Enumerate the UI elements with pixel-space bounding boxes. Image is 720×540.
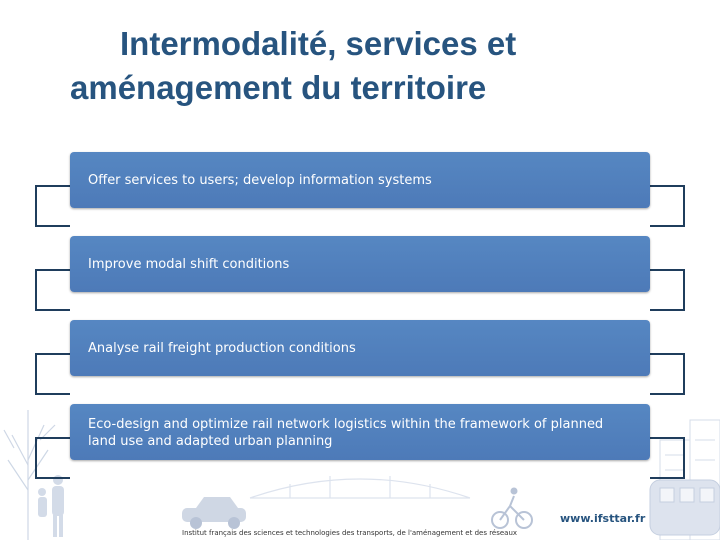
slide-title-line2: aménagement du territoire bbox=[70, 69, 487, 106]
frame-left-1 bbox=[36, 186, 70, 226]
frame-right-2 bbox=[650, 270, 684, 310]
item-label-3: Analyse rail freight production conditions bbox=[88, 340, 356, 356]
item-label-2: Improve modal shift conditions bbox=[88, 256, 290, 272]
item-label-4: Eco-design and optimize rail network logistics within the framework of planned land use and adapted urban planning bbox=[88, 417, 604, 449]
frame-left-2 bbox=[36, 270, 70, 310]
slide-title-line1: Intermodalité, services et bbox=[120, 25, 517, 62]
website-link[interactable]: www.ifsttar.fr bbox=[560, 512, 646, 525]
item-bar-3 bbox=[70, 320, 650, 376]
frame-right-4 bbox=[650, 438, 684, 478]
frame-left-4 bbox=[36, 438, 70, 478]
item-label-1: Offer services to users; develop information systems bbox=[88, 172, 432, 188]
item-bar-2 bbox=[70, 236, 650, 292]
item-bar-1 bbox=[70, 152, 650, 208]
institute-name: Institut français des sciences et technologies des transports, de l'aménagement et des réseaux bbox=[182, 529, 518, 537]
frame-right-1 bbox=[650, 186, 684, 226]
item-bar-4 bbox=[70, 404, 650, 460]
frame-right-3 bbox=[650, 354, 684, 394]
frame-left-3 bbox=[36, 354, 70, 394]
